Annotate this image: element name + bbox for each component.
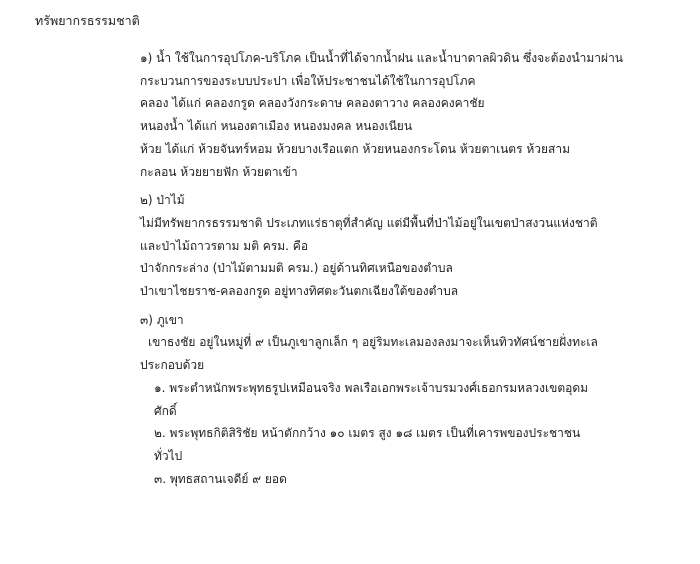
list-item-line: ๓. พุทธสถานเจดีย์ ๙ ยอด — [154, 471, 287, 486]
section-line: เขาธงชัย อยู่ในหมู่ที่ ๙ เป็นภูเขาลูกเล็ก ๆ อยู่ริมทะเลมองลงมาจะเห็นทิวทัศน์ชายฝั่งทะเล — [148, 335, 598, 350]
list-item-line: ๒. พระพุทธกิติสิริชัย หน้าตักกว้าง ๑๐ เมตร สูง ๑๘ เมตร เป็นที่เคารพของประชาชน — [154, 426, 581, 441]
section-water — [140, 47, 680, 183]
section-line: ป่าเขาไชยราช-คลองกรูด อยู่ทางทิศตะวันตกเฉียงใต้ของตำบล — [140, 284, 459, 299]
list-item-line: ทั่วไป — [154, 448, 183, 463]
section-line: ประกอบด้วย — [140, 358, 205, 373]
list-item-line: ศักดิ์ — [154, 403, 177, 418]
section-line: และป่าไม้ถาวรตาม มติ ครม. คือ — [140, 238, 309, 253]
list-item — [140, 422, 680, 467]
list-item — [140, 468, 680, 491]
section-forest — [140, 189, 680, 303]
section-line: ๑) น้ำ ใช้ในการอุปโภค-บริโภค เป็นน้ำที่ได้จากน้ำฝน และน้ำบาดาลผิวดิน ซึ่งจะต้องนำมาผ่าน — [140, 51, 624, 65]
section-line: ไม่มีทรัพยากรธรรมชาติ ประเภทแร่ธาตุที่สำคัญ แต่มีพื้นที่ป่าไม้อยู่ในเขตป่าสงวนแห่งชาติ — [140, 215, 598, 230]
list-item — [140, 377, 680, 422]
list-item-line: ๑. พระตำหนักพระพุทธรูปเหมือนจริง พลเรือเอกพระเจ้าบรมวงศ์เธอกรมหลวงเขตอุดม — [154, 380, 589, 395]
document-body — [140, 47, 680, 490]
section-line: หนองน้ำ ได้แก่ หนองตาเมือง หนองมงคล หนองเนียน — [140, 119, 413, 134]
section-line: ห้วย ได้แก่ ห้วยจันทร์หอม ห้วยบางเรือแตก ห้วยหนองกระโดน ห้วยตาเนตร ห้วยสาม — [140, 141, 570, 156]
section-line: กระบวนการของระบบประปา เพื่อให้ประชาชนได้ใช้ในการอุปโภค — [140, 73, 476, 88]
section-heading: ๒) ป่าไม้ — [140, 193, 185, 208]
section-mountain — [140, 309, 680, 491]
page-title: ทรัพยากรธรรมชาติ — [35, 13, 140, 28]
section-line: คลอง ได้แก่ คลองกรูด คลองวังกระดาษ คลองตาวาง คลองคงคาชัย — [140, 96, 485, 111]
section-line: กะลอน ห้วยยายฟัก ห้วยตาเข้า — [140, 164, 298, 179]
section-heading: ๓) ภูเขา — [140, 312, 184, 327]
section-line: ป่าจักกระล่าง (ป่าไม้ตามมติ ครม.) อยู่ด้านทิศเหนือของตำบล — [140, 261, 453, 276]
